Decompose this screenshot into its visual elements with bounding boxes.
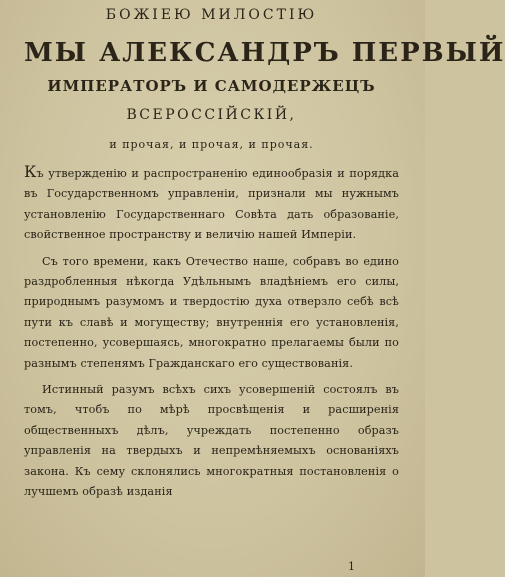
paragraph-1: Къ утвержденію и распространенію единообразія и порядка въ Государственномъ управленіи, признали мы нужнымъ установленію Государственнаго Совѣта дать образованіе, свойственное пространству и величію нашей Имперіи.	[24, 162, 399, 242]
emperor-name-heading: МЫ АЛЕКСАНДРЪ ПЕРВЫЙ	[24, 38, 505, 68]
grace-heading: БОЖІЕЮ МИЛОСТІЮ	[105, 7, 318, 23]
etc-line: и прочая, и прочая, и прочая.	[109, 138, 314, 151]
paragraph-3: Истинный разумъ всѣхъ сихъ усовершеній состоялъ въ томъ, чтобъ по мѣрѣ просвѣщенія и расширенія общественныхъ дѣлъ, учреждать постепенно образъ управленія на твердыхъ и непремѣняемыхъ основаніяхъ закона. Къ сему склонялись многократныя постановленія о лучшемъ образѣ изданія	[24, 383, 399, 499]
emperor-title-heading: ИМПЕРАТОРЪ И САМОДЕРЖЕЦЪ	[47, 77, 376, 95]
realm-heading: ВСЕРОССІЙСКІЙ,	[126, 107, 297, 123]
manifesto-body	[24, 162, 399, 503]
paragraph-2: Съ того времени, какъ Отечество наше, собравъ во едино раздробленныя нѣкогда Удѣльнымъ владѣніемъ его силы, природнымъ разумомъ и твердостію духа отверзло себѣ всѣ пути къ славѣ и могуществу; внутреннія его установленія, постепенно, усовершаясь, многократно прелагаемы были по разнымъ степенямъ Гражданскаго его существованія.	[24, 254, 399, 370]
page-marker: 1	[348, 560, 355, 573]
